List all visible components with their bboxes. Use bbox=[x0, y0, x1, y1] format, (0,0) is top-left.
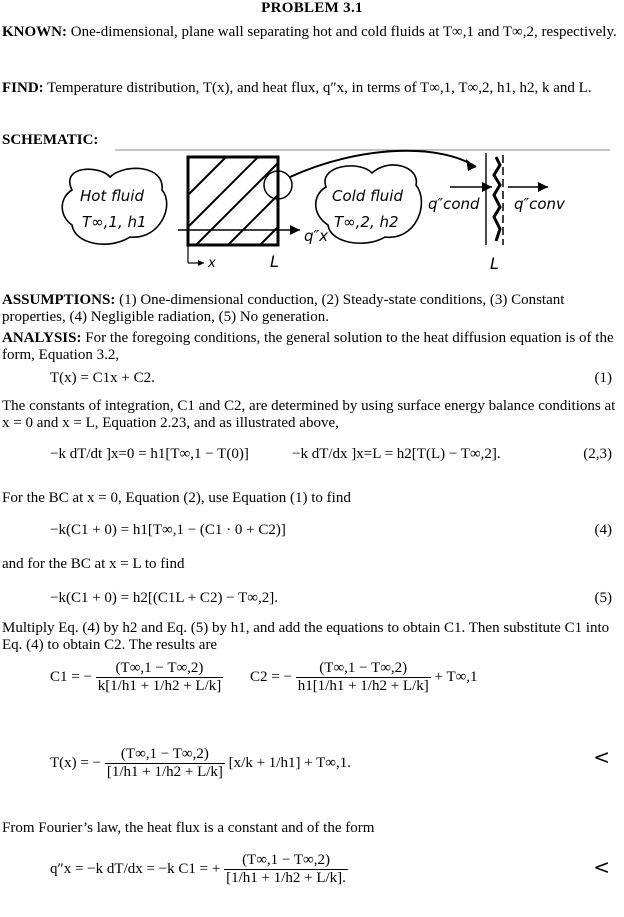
c2-lhs: C2 = − bbox=[250, 669, 292, 686]
hot-fluid-params: T∞,1, h1 bbox=[82, 213, 147, 231]
assumptions-label: ASSUMPTIONS: bbox=[2, 292, 116, 308]
wall-hatch bbox=[188, 157, 278, 245]
flux-denominator: [1/h1 + 1/h2 + L/k]. bbox=[226, 870, 346, 887]
equation-1: T(x) = C1x + C2. bbox=[50, 370, 155, 386]
hot-fluid-cloud bbox=[62, 168, 166, 244]
cold-fluid-label: Cold fluid bbox=[332, 187, 403, 205]
equation-5: −k(C1 + 0) = h2[(C1L + C2) − T∞,2]. bbox=[50, 590, 278, 606]
equation-4: −k(C1 + 0) = h1[T∞,1 − (C1 · 0 + C2)] bbox=[50, 522, 286, 538]
flux-label: q″x bbox=[304, 227, 329, 245]
assumptions-section bbox=[2, 292, 622, 327]
c1-denominator: k[1/h1 + 1/h2 + L/k] bbox=[97, 678, 222, 695]
tx-numerator: (T∞,1 − T∞,2) bbox=[105, 746, 225, 764]
c1-fraction bbox=[96, 660, 224, 696]
equation-5-number: (5) bbox=[594, 590, 612, 606]
c1-numerator: (T∞,1 − T∞,2) bbox=[96, 660, 224, 678]
known-label: KNOWN: bbox=[2, 24, 67, 40]
tx-tail: [x/k + 1/h1] + T∞,1. bbox=[228, 755, 351, 772]
c2-tail: + T∞,1 bbox=[434, 669, 478, 686]
problem-title: PROBLEM 3.1 bbox=[261, 0, 363, 16]
c2-numerator: (T∞,1 − T∞,2) bbox=[296, 660, 431, 678]
constants-text: The constants of integration, C1 and C2, are determined by using surface energy balance conditions at x = 0 and x = L, Equation 2.23, and as illustrated above, bbox=[2, 398, 616, 432]
hot-fluid-label: Hot fluid bbox=[80, 187, 144, 205]
answer-mark-1: < bbox=[593, 745, 610, 769]
interface-length-label: L bbox=[490, 254, 499, 273]
q-cond-arrow-head bbox=[482, 182, 492, 192]
equation-3: −k dT/dx ]x=L = h2[T(L) − T∞,2]. bbox=[292, 446, 501, 462]
assumptions-text: (1) One-dimensional conduction, (2) Steady-state conditions, (3) Constant properties, (4) Negligible radiation, (5) No generation. bbox=[2, 292, 565, 326]
equation-2: −k dT/dt ]x=0 = h1[T∞,1 − T(0)] bbox=[50, 446, 249, 462]
q-cond-label: q″cond bbox=[428, 195, 480, 213]
schematic-diagram bbox=[0, 145, 624, 285]
schematic-label: SCHEMATIC: bbox=[2, 132, 99, 148]
cold-fluid-params: T∞,2, h2 bbox=[334, 213, 399, 231]
analysis-section bbox=[2, 330, 622, 365]
find-label: FIND: bbox=[2, 80, 44, 96]
fourier-text: From Fourier’s law, the heat flux is a constant and of the form bbox=[2, 820, 375, 836]
tx-denominator: [1/h1 + 1/h2 + L/k] bbox=[106, 764, 223, 781]
tx-equation bbox=[50, 746, 351, 782]
multiply-text: Multiply Eq. (4) by h2 and Eq. (5) by h1, and add the equations to obtain C1. Then substitute C1 into Eq. (4) to obtain C2. The results are bbox=[2, 620, 610, 654]
interface-surface bbox=[494, 157, 500, 241]
c1-equation bbox=[50, 660, 223, 696]
equation-4-number: (4) bbox=[594, 522, 612, 538]
answer-mark-2: < bbox=[593, 855, 610, 879]
flux-lhs: q″x = −k dT/dx = −k C1 = + bbox=[50, 861, 221, 878]
c2-fraction bbox=[296, 660, 431, 696]
q-conv-label: q″conv bbox=[514, 195, 565, 213]
equation-23-number: (2,3) bbox=[583, 446, 612, 462]
flux-equation bbox=[50, 852, 348, 888]
flux-numerator: (T∞,1 − T∞,2) bbox=[224, 852, 348, 870]
c2-denominator: h1[1/h1 + 1/h2 + L/k] bbox=[297, 678, 429, 695]
tx-lhs: T(x) = − bbox=[50, 755, 102, 772]
analysis-text: For the foregoing conditions, the general solution to the heat diffusion equation is of the form, Equation 3.2, bbox=[2, 330, 614, 364]
analysis-label: ANALYSIS: bbox=[2, 330, 82, 346]
c1-lhs: C1 = − bbox=[50, 669, 92, 686]
wall-rect bbox=[188, 157, 278, 245]
zoom-arrow bbox=[290, 151, 476, 177]
flux-fraction bbox=[224, 852, 348, 888]
x-axis-label: x bbox=[208, 256, 216, 271]
find-section bbox=[2, 80, 622, 97]
flux-arrow-head bbox=[290, 225, 300, 235]
bcL-text: and for the BC at x = L to find bbox=[2, 556, 185, 572]
find-text: Temperature distribution, T(x), and heat flux, q″x, in terms of T∞,1, T∞,2, h1, h2, k and L. bbox=[47, 80, 592, 96]
c2-equation bbox=[250, 660, 478, 696]
known-section bbox=[2, 24, 622, 41]
wall-length-label: L bbox=[270, 252, 279, 271]
known-text: One-dimensional, plane wall separating hot and cold fluids at T∞,1 and T∞,2, respectively. bbox=[70, 24, 617, 40]
equation-1-number: (1) bbox=[594, 370, 612, 386]
tx-fraction bbox=[105, 746, 225, 782]
x-axis-head bbox=[198, 260, 204, 266]
q-conv-arrow-head bbox=[538, 182, 548, 192]
bc0-text: For the BC at x = 0, Equation (2), use Equation (1) to find bbox=[2, 490, 351, 506]
